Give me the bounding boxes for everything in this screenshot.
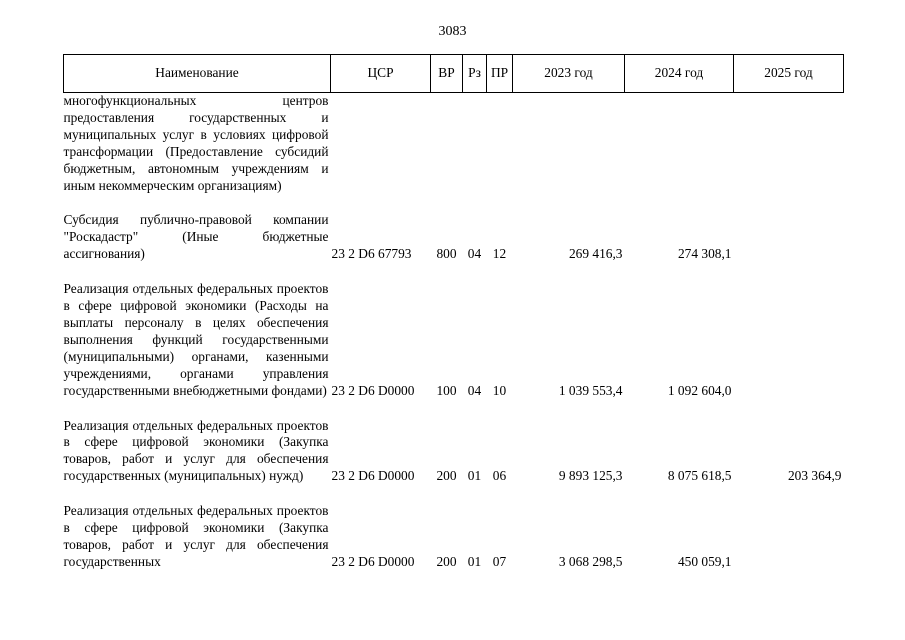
row-vr: 100 <box>436 382 457 398</box>
row-2023: 1 039 553,4 <box>558 382 623 398</box>
row-name: многофункциональных центров предоставления государственных и муниципальных услуг в условиях цифровой трансформации (Предоставление субсидий бюджетным, автономным учреждениям и иным некоммерческим организациям) <box>63 93 329 193</box>
header-2025: 2025 год <box>734 55 844 93</box>
row-vr: 200 <box>436 553 457 569</box>
row-2025 <box>734 93 844 195</box>
row-csr: 23 2 D6 D0000 <box>331 553 415 569</box>
row-rz: 04 <box>467 246 482 262</box>
row-rz: 01 <box>467 468 482 484</box>
row-name: Реализация отдельных федеральных проектов в сфере цифровой экономики (Закупка товаров, работ и услуг для обеспечения государственных <box>63 503 329 569</box>
table-row <box>64 418 844 486</box>
row-2024: 450 059,1 <box>677 553 732 569</box>
header-row <box>64 55 844 93</box>
row-rz: 04 <box>467 382 482 398</box>
row-name: Субсидия публично-правовой компании "Роскадастр" (Иные бюджетные ассигнования) <box>63 212 329 262</box>
budget-table <box>63 54 844 571</box>
table-row <box>64 212 844 263</box>
row-csr: 23 2 D6 D0000 <box>331 468 415 484</box>
row-rz <box>463 93 487 195</box>
row-rz: 01 <box>467 553 482 569</box>
row-2024 <box>625 93 734 195</box>
row-vr: 200 <box>436 468 457 484</box>
row-pr: 10 <box>492 382 507 398</box>
row-2024: 274 308,1 <box>677 246 732 262</box>
row-2025: 203 364,9 <box>787 468 842 484</box>
header-name: Наименование <box>64 55 331 93</box>
header-csr: ЦСР <box>331 55 431 93</box>
row-2025 <box>734 503 844 571</box>
table-row <box>64 93 844 195</box>
row-name: Реализация отдельных федеральных проектов в сфере цифровой экономики (Закупка товаров, работ и услуг для обеспечения государственных (муниципальных) нужд) <box>63 417 329 484</box>
header-2023: 2023 год <box>513 55 625 93</box>
row-spacer <box>64 194 844 212</box>
row-pr: 07 <box>492 553 507 569</box>
row-2025 <box>734 212 844 263</box>
row-pr: 12 <box>492 246 507 262</box>
row-2023: 3 068 298,5 <box>558 553 623 569</box>
row-2024: 8 075 618,5 <box>667 468 732 484</box>
row-vr: 800 <box>436 246 457 262</box>
row-pr: 06 <box>492 468 507 484</box>
row-pr <box>487 93 513 195</box>
row-spacer <box>64 263 844 281</box>
row-csr <box>331 93 431 195</box>
row-2024: 1 092 604,0 <box>667 382 732 398</box>
row-spacer <box>64 400 844 418</box>
row-csr: 23 2 D6 67793 <box>331 246 412 262</box>
row-spacer <box>64 485 844 503</box>
table-row <box>64 281 844 399</box>
row-csr: 23 2 D6 D0000 <box>331 382 415 398</box>
row-2023 <box>513 93 625 195</box>
page-number: 3083 <box>438 24 467 39</box>
row-2025 <box>734 281 844 399</box>
row-2023: 9 893 125,3 <box>558 468 623 484</box>
header-2024: 2024 год <box>625 55 734 93</box>
row-vr <box>431 93 463 195</box>
header-rz: Рз <box>463 55 487 93</box>
header-pr: ПР <box>487 55 513 93</box>
row-2023: 269 416,3 <box>568 246 623 262</box>
table-row <box>64 503 844 571</box>
row-name: Реализация отдельных федеральных проектов в сфере цифровой экономики (Расходы на выплаты персоналу в целях обеспечения выполнения функций государственными (муниципальными) органами, казенными учреждениями, органами управления государственными внебюджетными фондами) <box>63 281 329 398</box>
header-vr: ВР <box>431 55 463 93</box>
